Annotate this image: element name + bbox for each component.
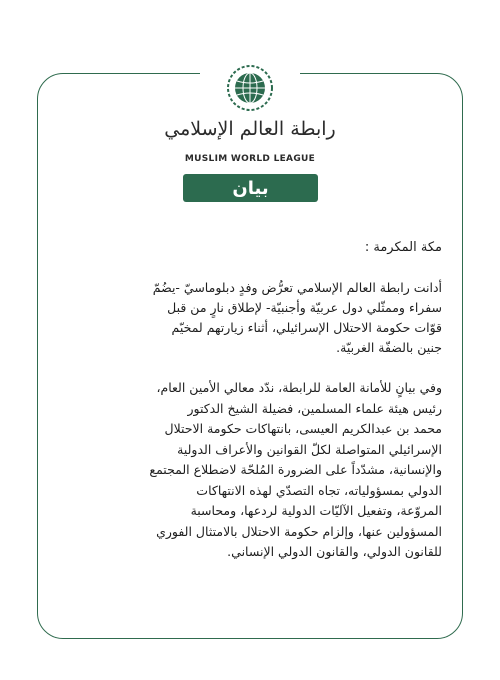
paragraph-2	[58, 378, 442, 563]
paragraph-line: سفراء وممثّلي دول عربيّة وأجنبيّة- لإطلاق نارٍ من قبل	[167, 300, 442, 315]
paragraph-line: والإنسانية، مشدّداً على الضرورة المُلحّة لاضطلاع المجتمع	[149, 462, 442, 477]
banner-label: بيان	[232, 177, 269, 199]
paragraph-line: الإسرائيلي المتواصلة لكلّ القوانين والأعراف الدولية	[177, 441, 442, 457]
organization-name-english: MUSLIM WORLD LEAGUE	[184, 154, 316, 164]
paragraph-line: وفي بيانٍ للأمانة العامة للرابطة، ندّد معالي الأمين العام،	[156, 380, 442, 395]
statement-banner	[183, 174, 318, 202]
paragraph-1	[58, 278, 442, 358]
paragraph-line: المسؤولين عنها، وإلزام حكومة الاحتلال بالامتثال الفوري	[156, 523, 442, 539]
paragraph-line: جنين بالضفّة الغربيّة.	[336, 340, 442, 355]
paragraph-line: الدولي بمسؤولياته، تجاه التصدّي لهذه الانتهاكات	[196, 482, 442, 498]
paragraph-line: للقانون الدولي، والقانون الدولي الإنساني.	[227, 544, 442, 559]
paragraph-line: قوّات حكومة الاحتلال الإسرائيلي، أثناء زيارتهم لمخيّم	[171, 320, 442, 335]
globe-emblem-icon	[226, 64, 274, 112]
paragraph-line: رئيس هيئة علماء المسلمين، فضيلة الشيخ الدكتور	[187, 400, 442, 416]
salutation: مكة المكرمة :	[364, 240, 442, 255]
paragraph-line: أدانت رابطة العالم الإسلامي تعرُّض وفدٍ دبلوماسيّ -يضُمّ	[152, 280, 442, 295]
organization-name-arabic: رابطة العالم الإسلامي	[164, 118, 336, 140]
paragraph-line: محمد بن عبدالكريم العيسى، بانتهاكات حكومة الاحتلال	[164, 421, 442, 436]
paragraph-line: المروّعة، وتفعيل الآليّات الدولية لردعها، ومحاسبة	[190, 503, 442, 518]
